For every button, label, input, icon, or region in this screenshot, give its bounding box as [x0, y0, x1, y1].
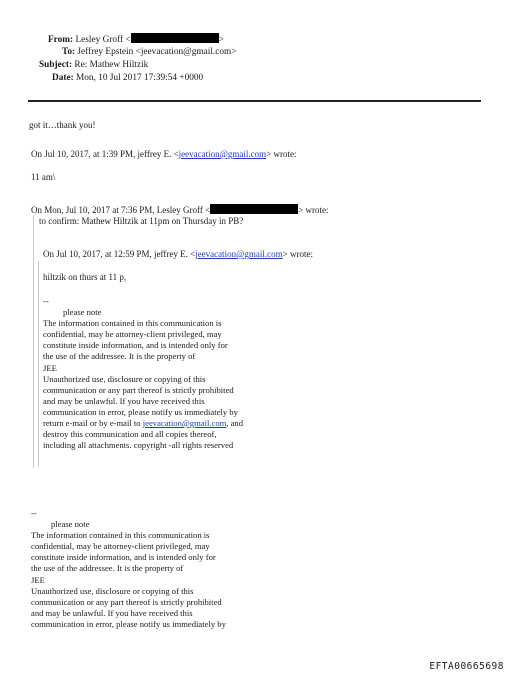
quote3-email-link[interactable]: jeevacation@gmail.com — [195, 249, 283, 259]
disclaimer1-email-link[interactable]: jeevacation@gmail.com — [142, 418, 227, 429]
quote3-bar — [38, 261, 39, 466]
disclaimer1-note: please note — [63, 307, 102, 318]
header-divider — [28, 100, 481, 102]
quote2-text: to confirm: Mathew Hiltzik at 11pm on Thursday in PB? — [39, 216, 244, 226]
to-value: Jeffrey Epstein <jeevacation@gmail.com> — [77, 47, 237, 57]
quote2-attribution: On Mon, Jul 10, 2017 at 7:36 PM, Lesley Groff < > wrote: — [31, 205, 329, 215]
quote2-bar — [33, 216, 34, 468]
redaction-bar — [131, 33, 219, 43]
header-date — [52, 72, 203, 84]
from-label: From: — [48, 35, 74, 45]
quote3-text: hiltzik on thurs at 11 p, — [43, 272, 127, 282]
redaction-bar — [210, 204, 298, 214]
quote1-text: 11 am\ — [31, 172, 56, 182]
to-label: To: — [62, 47, 76, 57]
from-tail: > — [218, 35, 224, 45]
header-subject — [39, 59, 148, 71]
reply-text: got it…thank you! — [29, 120, 96, 130]
from-value: Lesley Groff < — [75, 35, 131, 45]
disclaimer1-sep: -- — [43, 296, 49, 306]
document-id: EFTA00665698 — [429, 661, 504, 672]
subject-label: Subject: — [39, 60, 73, 70]
disclaimer2-note: please note — [51, 519, 90, 530]
date-label: Date: — [52, 73, 74, 83]
subject-value: Re: Mathew Hiltzik — [74, 60, 149, 70]
quote3-attribution: On Jul 10, 2017, at 12:59 PM, jeffrey E. <jeevacation@gmail.com> wrote: — [43, 249, 313, 259]
date-value: Mon, 10 Jul 2017 17:39:54 +0000 — [76, 73, 204, 83]
disclaimer1: -- please note The information contained in this communication is confidential, may be attorney-client privileged, may constitute inside information, and is intended only for the use of the addressee. It is the property of JEE Unauthorized use, disclosure or copying of this communication or any part thereof is strictly prohibited and may be unlawful. If you have received this communication in error, please notify us immediately by return e-mail or by e-mail to jeevacation@gmail.com, and destroy this communication and all copies thereof, including all attachments. copyright -all rights reserved — [43, 296, 244, 451]
quote1-attribution: On Jul 10, 2017, at 1:39 PM, jeffrey E. <jeevacation@gmail.com> wrote: — [31, 149, 297, 159]
quote1-email-link[interactable]: jeevacation@gmail.com — [178, 149, 267, 159]
disclaimer2: -- please note The information contained in this communication is confidential, may be attorney-client privileged, may constitute inside information, and is intended only for the use of the addressee. It is the property of JEE Unauthorized use, disclosure or copying of this communication or any part thereof is strictly prohibited and may be unlawful. If you have received this communication in error, please notify us immediately by — [31, 508, 226, 629]
header-from — [48, 33, 224, 46]
disclaimer2-sep: -- — [31, 508, 37, 518]
header-to — [62, 46, 236, 58]
